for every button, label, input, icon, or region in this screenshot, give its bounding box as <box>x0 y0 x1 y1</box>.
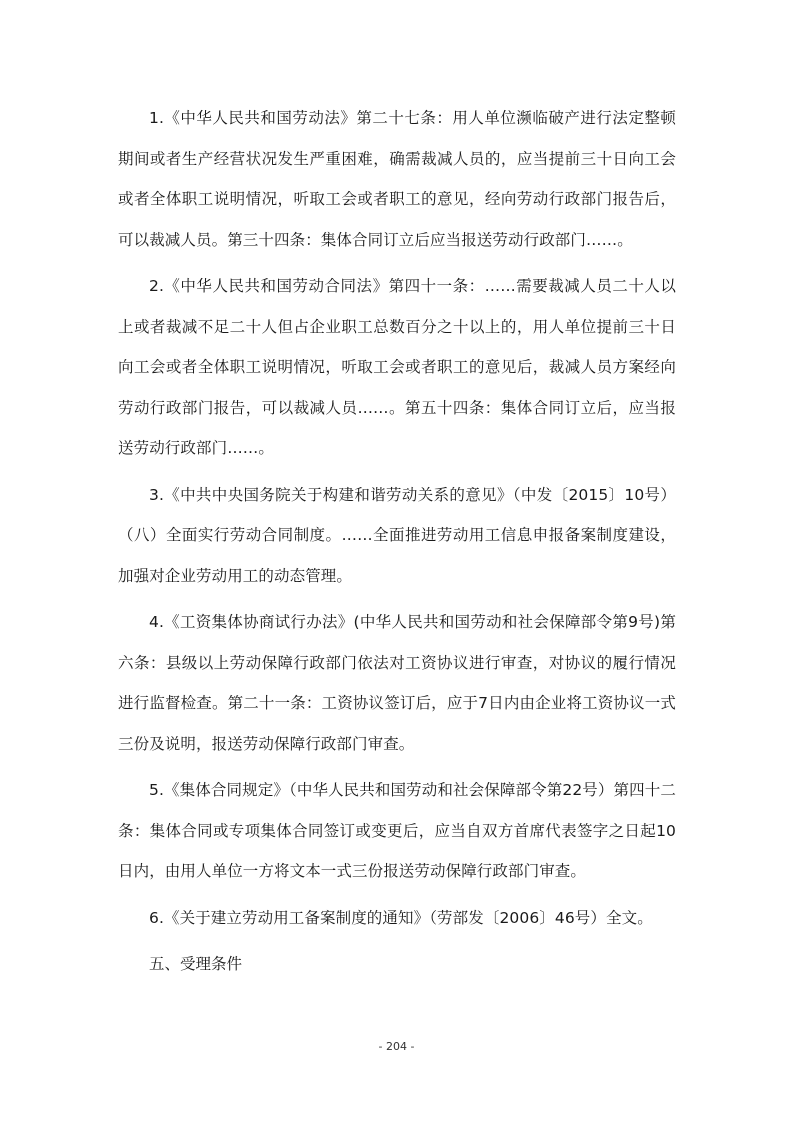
section-heading: 五、受理条件 <box>149 955 243 973</box>
page-number: - 204 - <box>378 1040 415 1053</box>
paragraph-harmonious-relations-opinion: 3.《中共中央国务院关于构建和谐劳动关系的意见》（中发〔2015〕10号）（八）全面实行劳动合同制度。……全面推进劳动用工信息申报备案制度建设，加强对企业劳动用工的动态管理。 <box>118 485 676 585</box>
paragraph-labor-law: 1.《中华人民共和国劳动法》第二十七条：用人单位濒临破产进行法定整顿期间或者生产经营状况发生严重困难，确需裁减人员的，应当提前三十日向工会或者全体职工说明情况，听取工会或者职工的意见，经向劳动行政部门报告后，可以裁减人员。第三十四条：集体合同订立后应当报送劳动行政部门……。 <box>118 109 676 249</box>
document-body <box>118 98 676 1000</box>
paragraph-wage-negotiation-measures: 4.《工资集体协商试行办法》(中华人民共和国劳动和社会保障部令第9号)第六条：县级以上劳动保障行政部门依法对工资协议进行审查，对协议的履行情况进行监督检查。第二十一条：工资协议签订后，应于7日内由企业将工资协议一式三份及说明，报送劳动保障行政部门审查。 <box>118 613 676 753</box>
paragraph-employment-filing-notice: 6.《关于建立劳动用工备案制度的通知》（劳部发〔2006〕46号）全文。 <box>149 908 653 927</box>
paragraph-collective-contract-rules: 5.《集体合同规定》（中华人民共和国劳动和社会保障部令第22号）第四十二条：集体合同或专项集体合同签订或变更后，应当自双方首席代表签字之日起10日内，由用人单位一方将文本一式三份报送劳动保障行政部门审查。 <box>118 781 676 880</box>
paragraph-labor-contract-law: 2.《中华人民共和国劳动合同法》第四十一条：……需要裁减人员二十人以上或者裁减不足二十人但占企业职工总数百分之十以上的，用人单位提前三十日向工会或者全体职工说明情况，听取工会或者职工的意见后，裁减人员方案经向劳动行政部门报告，可以裁减人员……。第五十四条：集体合同订立后，应当报送劳动行政部门……。 <box>118 277 676 457</box>
